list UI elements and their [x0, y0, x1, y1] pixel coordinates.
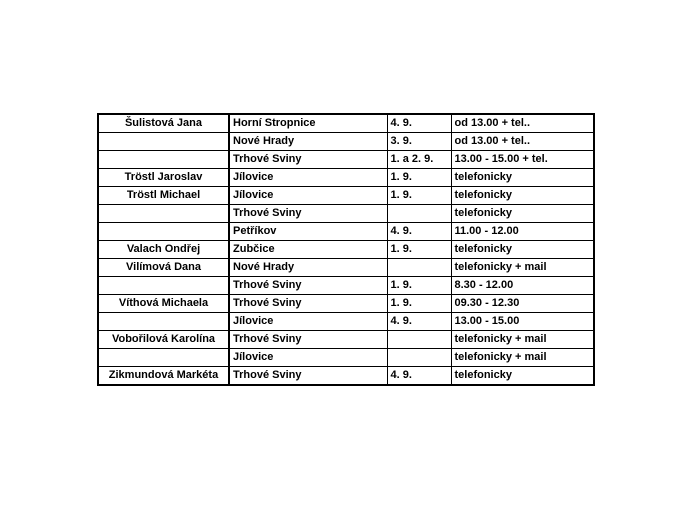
table-body	[98, 114, 594, 385]
place-cell: Jílovice	[229, 187, 387, 205]
date-cell	[387, 331, 451, 349]
person-name-cell: Tröstl Michael	[98, 187, 229, 205]
table-row	[98, 277, 594, 295]
place-cell: Jílovice	[229, 349, 387, 367]
date-cell: 4. 9.	[387, 313, 451, 331]
place-cell: Trhové Sviny	[229, 331, 387, 349]
date-cell: 4. 9.	[387, 114, 451, 133]
table-row	[98, 205, 594, 223]
date-cell: 4. 9.	[387, 367, 451, 386]
place-cell: Zubčice	[229, 241, 387, 259]
place-cell: Trhové Sviny	[229, 367, 387, 386]
time-cell: telefonicky + mail	[451, 349, 594, 367]
place-cell: Nové Hrady	[229, 259, 387, 277]
time-cell: 09.30 - 12.30	[451, 295, 594, 313]
table-row	[98, 313, 594, 331]
table-row	[98, 187, 594, 205]
date-cell: 1. 9.	[387, 169, 451, 187]
person-name-cell	[98, 349, 229, 367]
place-cell: Trhové Sviny	[229, 151, 387, 169]
person-name-cell: Víthová Michaela	[98, 295, 229, 313]
person-name-cell: Valach Ondřej	[98, 241, 229, 259]
table-row	[98, 114, 594, 133]
table-row	[98, 133, 594, 151]
person-name-cell	[98, 277, 229, 295]
date-cell: 4. 9.	[387, 223, 451, 241]
table-row	[98, 169, 594, 187]
person-name-cell: Vilímová Dana	[98, 259, 229, 277]
table-row	[98, 259, 594, 277]
table-row	[98, 331, 594, 349]
time-cell: od 13.00 + tel..	[451, 133, 594, 151]
date-cell: 1. a 2. 9.	[387, 151, 451, 169]
time-cell: 13.00 - 15.00 + tel.	[451, 151, 594, 169]
table-row	[98, 151, 594, 169]
time-cell: telefonicky	[451, 241, 594, 259]
time-cell: telefonicky	[451, 169, 594, 187]
time-cell: 11.00 - 12.00	[451, 223, 594, 241]
date-cell	[387, 259, 451, 277]
table-row	[98, 349, 594, 367]
time-cell: telefonicky + mail	[451, 331, 594, 349]
person-name-cell	[98, 151, 229, 169]
place-cell: Trhové Sviny	[229, 205, 387, 223]
table-row	[98, 241, 594, 259]
date-cell	[387, 205, 451, 223]
date-cell	[387, 349, 451, 367]
time-cell: od 13.00 + tel..	[451, 114, 594, 133]
place-cell: Trhové Sviny	[229, 295, 387, 313]
person-name-cell: Šulistová Jana	[98, 114, 229, 133]
table-row	[98, 295, 594, 313]
person-name-cell: Tröstl Jaroslav	[98, 169, 229, 187]
person-name-cell: Zikmundová Markéta	[98, 367, 229, 386]
place-cell: Nové Hrady	[229, 133, 387, 151]
person-name-cell	[98, 313, 229, 331]
table-row	[98, 223, 594, 241]
place-cell: Trhové Sviny	[229, 277, 387, 295]
time-cell: telefonicky + mail	[451, 259, 594, 277]
place-cell: Jílovice	[229, 313, 387, 331]
time-cell: 13.00 - 15.00	[451, 313, 594, 331]
time-cell: telefonicky	[451, 187, 594, 205]
time-cell: 8.30 - 12.00	[451, 277, 594, 295]
date-cell: 1. 9.	[387, 277, 451, 295]
place-cell: Horní Stropnice	[229, 114, 387, 133]
person-name-cell: Vobořilová Karolína	[98, 331, 229, 349]
person-name-cell	[98, 223, 229, 241]
place-cell: Petříkov	[229, 223, 387, 241]
date-cell: 1. 9.	[387, 187, 451, 205]
place-cell: Jílovice	[229, 169, 387, 187]
person-name-cell	[98, 133, 229, 151]
time-cell: telefonicky	[451, 205, 594, 223]
date-cell: 1. 9.	[387, 241, 451, 259]
person-name-cell	[98, 205, 229, 223]
table-row	[98, 367, 594, 386]
schedule-table	[97, 113, 595, 386]
date-cell: 1. 9.	[387, 295, 451, 313]
date-cell: 3. 9.	[387, 133, 451, 151]
time-cell: telefonicky	[451, 367, 594, 386]
